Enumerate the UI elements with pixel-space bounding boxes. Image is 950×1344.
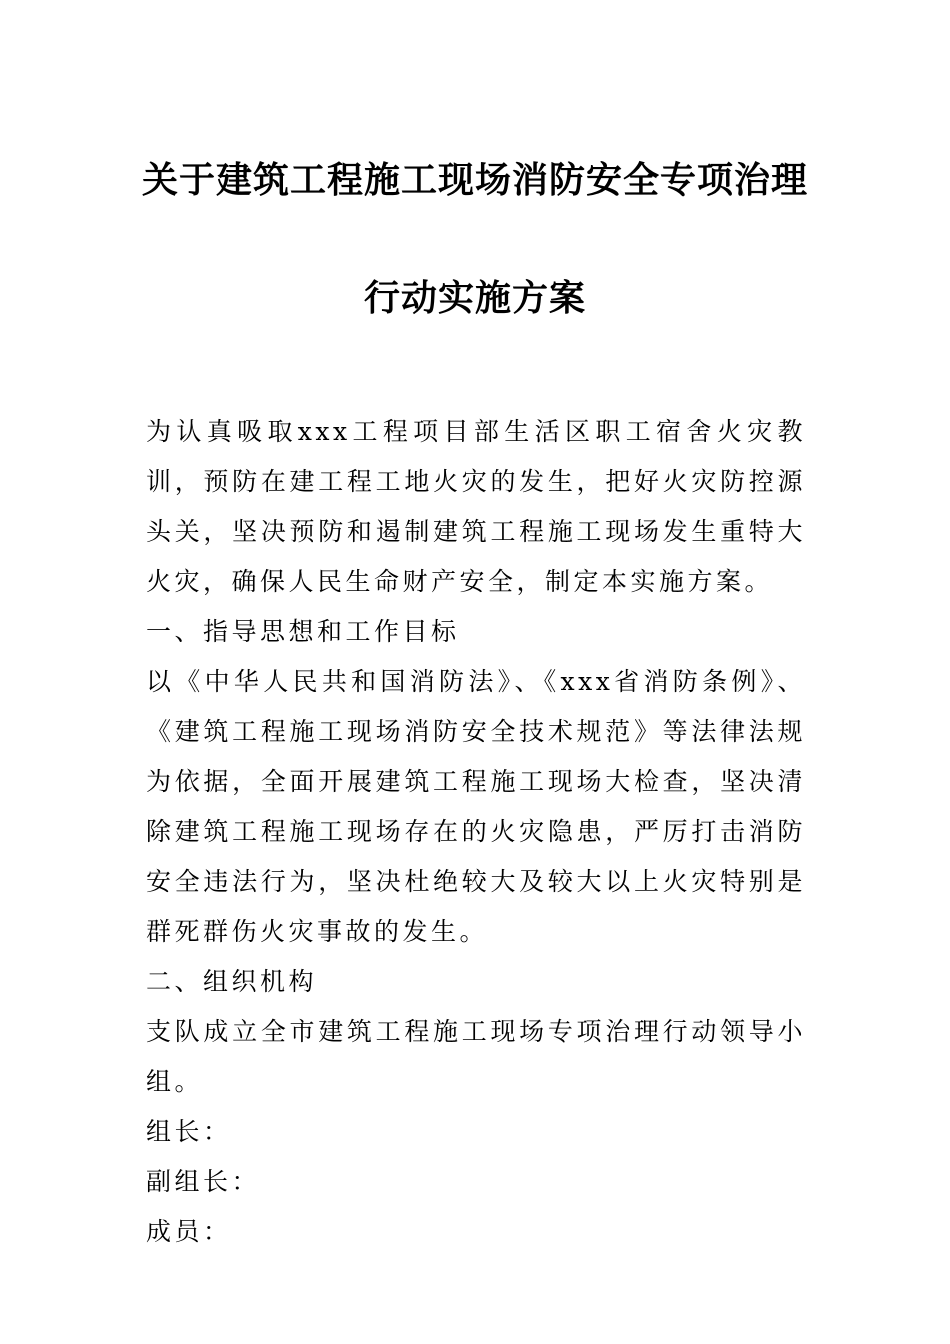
- document-title-line-2: 行动实施方案: [363, 277, 586, 319]
- document-title-line-1: 关于建筑工程施工现场消防安全专项治理: [141, 159, 808, 201]
- section-2-heading: 二、组织机构: [146, 967, 318, 996]
- document-body: [146, 407, 806, 1257]
- members-label: 成员：: [146, 1217, 232, 1246]
- leader-label: 组长：: [146, 1117, 232, 1146]
- section-1-paragraph: 以《中华人民共和国消防法》、《xxx省消防条例》、《建筑工程施工现场消防安全技术规范》等法律法规为依据，全面开展建筑工程施工现场大检查，坚决清除建筑工程施工现场存在的火灾隐患，严厉打击消防安全违法行为，坚决杜绝较大及较大以上火灾特别是群死群伤火灾事故的发生。: [146, 667, 806, 946]
- deputy-leader-label: 副组长：: [146, 1167, 261, 1196]
- section-1-heading: 一、指导思想和工作目标: [146, 617, 460, 646]
- intro-paragraph: 为认真吸取xxx工程项目部生活区职工宿舍火灾教训，预防在建工程工地火灾的发生，把好火灾防控源头关，坚决预防和遏制建筑工程施工现场发生重特大火灾，确保人民生命财产安全，制定本实施方案。: [146, 417, 806, 596]
- section-2-paragraph: 支队成立全市建筑工程施工现场专项治理行动领导小组。: [146, 1017, 806, 1096]
